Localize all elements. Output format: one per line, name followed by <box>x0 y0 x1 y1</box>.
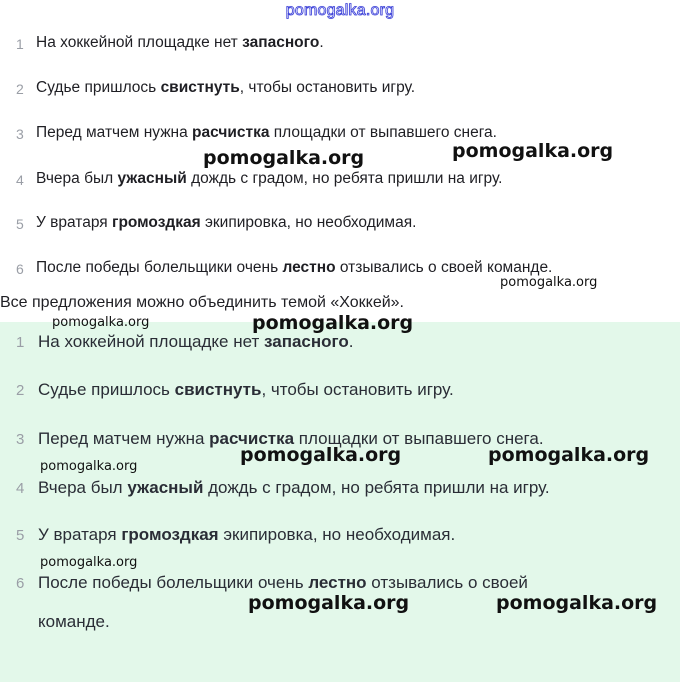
answer-panel <box>0 322 680 682</box>
watermark: pomogalka.org <box>252 312 414 334</box>
item-text: На хоккейной площадке нет запасного. <box>38 332 354 351</box>
item-number: 2 <box>16 382 25 399</box>
watermark-top: pomogalka.org <box>285 2 395 19</box>
item-number: 2 <box>16 81 24 97</box>
item-text: Перед матчем нужна расчистка площадки от выпавшего снега. <box>36 124 497 141</box>
item-number: 1 <box>16 36 24 52</box>
item-text: Судье пришлось свистнуть, чтобы остановить игру. <box>38 380 454 399</box>
watermark: pomogalka.org <box>40 555 138 570</box>
watermark: pomogalka.org <box>40 459 138 474</box>
item-number: 1 <box>16 334 25 351</box>
item-text: Вчера был ужасный дождь с градом, но ребята пришли на игру. <box>36 170 503 187</box>
watermark: pomogalka.org <box>496 592 658 614</box>
watermark: pomogalka.org <box>203 147 365 169</box>
watermark: pomogalka.org <box>248 592 410 614</box>
item-text-line2: команде. <box>38 612 110 631</box>
item-number: 5 <box>16 527 25 544</box>
watermark: pomogalka.org <box>240 444 402 466</box>
item-text: После победы болельщики очень лестно отзывались о своей <box>38 573 528 592</box>
item-number: 6 <box>16 261 24 277</box>
item-text: После победы болельщики очень лестно отзывались о своей команде. <box>36 259 553 276</box>
item-text: На хоккейной площадке нет запасного. <box>36 34 324 51</box>
watermark: pomogalka.org <box>52 315 150 330</box>
item-text: Перед матчем нужна расчистка площадки от выпавшего снега. <box>38 429 544 448</box>
watermark: pomogalka.org <box>452 140 614 162</box>
item-text: У вратаря громоздкая экипировка, но необходимая. <box>36 214 417 231</box>
watermark: pomogalka.org <box>500 275 598 290</box>
item-number: 4 <box>16 172 24 188</box>
item-number: 6 <box>16 575 25 592</box>
item-number: 3 <box>16 431 25 448</box>
summary-text: Все предложения можно объединить темой «Хоккей». <box>0 294 404 311</box>
item-number: 5 <box>16 216 24 232</box>
watermark: pomogalka.org <box>488 444 650 466</box>
item-number: 4 <box>16 480 25 497</box>
item-text: У вратаря громоздкая экипировка, но необходимая. <box>38 525 456 544</box>
item-text: Судье пришлось свистнуть, чтобы остановить игру. <box>36 79 416 96</box>
item-text: Вчера был ужасный дождь с градом, но ребята пришли на игру. <box>38 478 550 497</box>
item-number: 3 <box>16 126 24 142</box>
